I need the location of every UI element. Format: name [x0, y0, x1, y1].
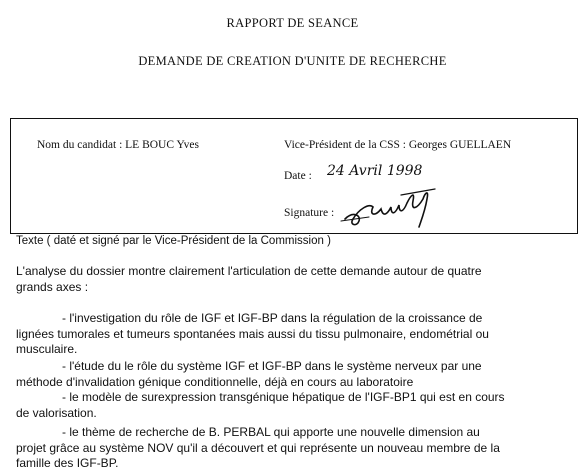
- axis-line: méthode d'invalidation génique conditionnelle, déjà en cours au laboratoire: [16, 374, 414, 389]
- axis-line: de valorisation.: [16, 405, 97, 420]
- axis-line: musculaire.: [16, 342, 78, 356]
- candidate-info-box: [10, 118, 578, 234]
- axis-line: - le modèle de surexpression transgénique hépatique de l'IGF-BP1 qui est en cours: [62, 390, 505, 404]
- axis-item-2: [16, 359, 576, 390]
- signature-label: Signature :: [284, 207, 335, 219]
- handwritten-date: 24 Avril 1998: [327, 163, 423, 179]
- axis-line: projet grâce au système NOV qu'il a découvert et qui représente un nouveau membre de la: [16, 440, 500, 455]
- intro-line: grands axes :: [16, 279, 89, 294]
- axis-line: - l'étude du le rôle du système IGF et IGF-BP dans le système nerveux par une: [62, 359, 482, 373]
- axis-item-3: [16, 390, 576, 421]
- intro-line: L'analyse du dossier montre clairement l'articulation de cette demande autour de quatre: [16, 264, 482, 278]
- date-label: Date :: [284, 170, 312, 182]
- intro-paragraph: [16, 264, 576, 295]
- axis-line: lignées tumorales et tumeurs spontanées mais aussi du tissu pulmonaire, endométrial ou: [16, 326, 489, 341]
- vice-president-label: Vice-Président de la CSS : Georges GUELLAEN: [284, 139, 512, 151]
- handwritten-signature: [339, 181, 449, 231]
- axis-item-4: [16, 425, 576, 472]
- report-title: RAPPORT DE SEANCE: [226, 16, 359, 30]
- axis-line: - l'investigation du rôle de IGF et IGF-BP dans la régulation de la croissance de: [62, 311, 483, 325]
- candidate-name-label: Nom du candidat : LE BOUC Yves: [37, 139, 199, 151]
- axis-line: famille des IGF-BP.: [16, 456, 119, 470]
- texte-label: Texte ( daté et signé par le Vice-Président de la Commission ): [16, 235, 331, 247]
- report-subtitle: DEMANDE DE CREATION D'UNITE DE RECHERCHE: [138, 54, 447, 68]
- axis-line: - le thème de recherche de B. PERBAL qui apporte une nouvelle dimension au: [62, 425, 480, 439]
- axis-item-1: [16, 311, 576, 358]
